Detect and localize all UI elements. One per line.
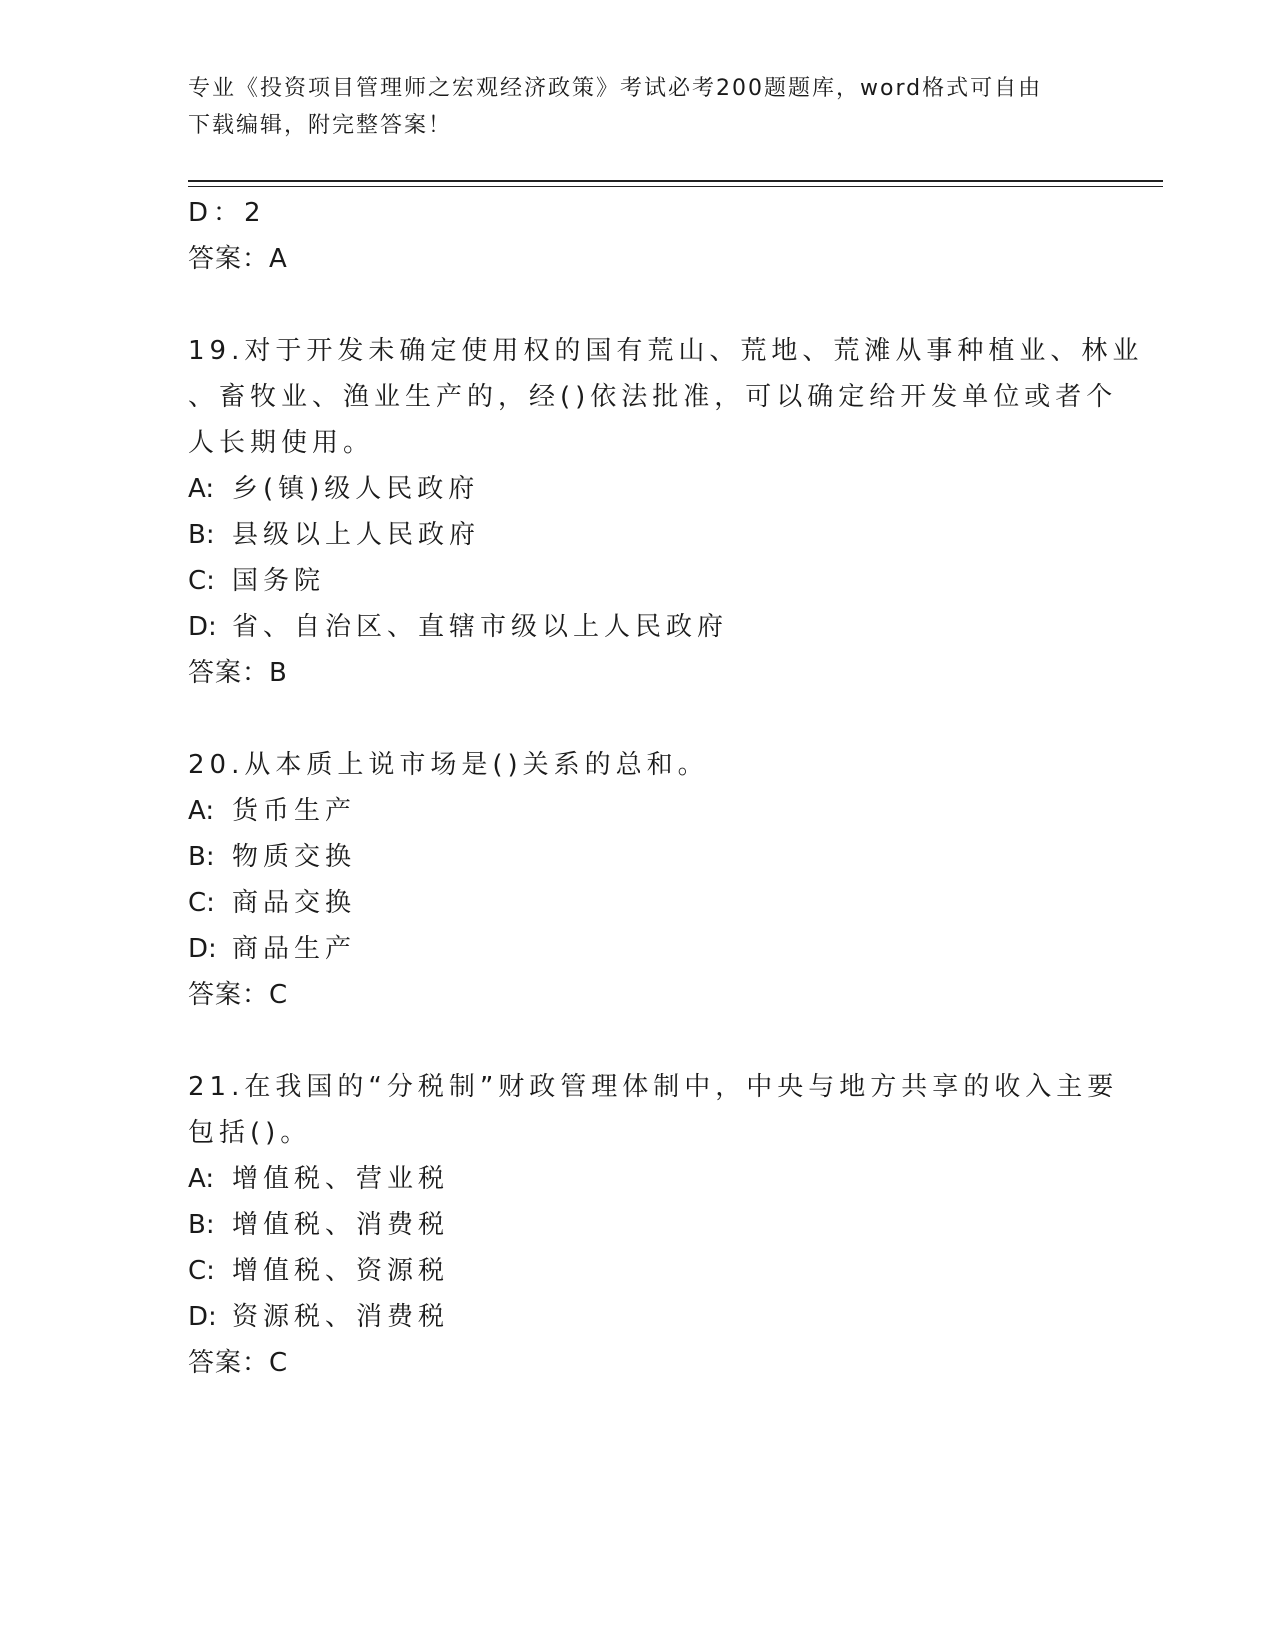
option-c [188,1248,1088,1294]
option-d [188,926,1088,972]
option-a [188,1156,1088,1202]
question-line: 21.在我国的“分税制”财政管理体制中，中央与地方共享的收入主要 [188,1072,1119,1102]
option-a [188,788,1088,834]
option-key: C: [188,888,215,918]
page-header [188,70,1088,144]
document-body [188,190,1144,1386]
option-text: 商品交换 [232,888,357,918]
question-20 [188,742,1088,1018]
question-line: 人长期使用。 [188,428,375,458]
option-a [188,466,1088,512]
option-text: 增值税、资源税 [232,1256,450,1286]
option-key: D: [188,934,217,964]
answer: 答案：C [188,1348,289,1378]
option-text: 货币生产 [232,796,357,826]
question-21 [188,1064,1119,1386]
question-text [188,328,1144,466]
option-text: 增值税、营业税 [232,1164,450,1194]
question-text [188,742,1088,788]
option-b [188,512,1088,558]
option-d [188,604,1088,650]
option-text: 增值税、消费税 [232,1210,450,1240]
option-key: A: [188,474,215,504]
option-text: 资源税、消费税 [232,1302,450,1332]
option-text: 国务院 [232,566,326,596]
option-key: A: [188,1164,215,1194]
question-line: 19.对于开发未确定使用权的国有荒山、荒地、荒滩从事种植业、林业 [188,336,1144,366]
option-c [188,558,1088,604]
option-key: B: [188,520,215,550]
option-key: C: [188,1256,215,1286]
question-line: 20.从本质上说市场是()关系的总和。 [188,750,709,780]
answer: 答案：C [188,980,289,1010]
option-text: 县级以上人民政府 [232,520,481,550]
option-key: B: [188,1210,215,1240]
carryover-answer: 答案：A [188,244,288,274]
header-line-2: 下载编辑，附完整答案！ [188,113,453,138]
option-text: 物质交换 [232,842,357,872]
option-d [188,1294,1088,1340]
option-key: B: [188,842,215,872]
option-text: 商品生产 [232,934,357,964]
question-line: 包括()。 [188,1118,312,1148]
option-key: A: [188,796,215,826]
carryover-option-d: D：2 [188,198,266,228]
option-text: 省、自治区、直辖市级以上人民政府 [232,612,729,642]
option-key: D: [188,1302,217,1332]
header-line-1: 专业《投资项目管理师之宏观经济政策》考试必考200题题库，word格式可自由 [188,76,1043,101]
question-19 [188,328,1144,696]
header-divider [188,180,1163,187]
question-line: 、畜牧业、渔业生产的，经()依法批准，可以确定给开发单位或者个 [188,382,1118,412]
option-key: C: [188,566,215,596]
question-text [188,1064,1119,1156]
option-b [188,1202,1088,1248]
option-b [188,834,1088,880]
answer: 答案：B [188,658,288,688]
option-key: D: [188,612,217,642]
option-text: 乡(镇)级人民政府 [232,474,480,504]
option-c [188,880,1088,926]
